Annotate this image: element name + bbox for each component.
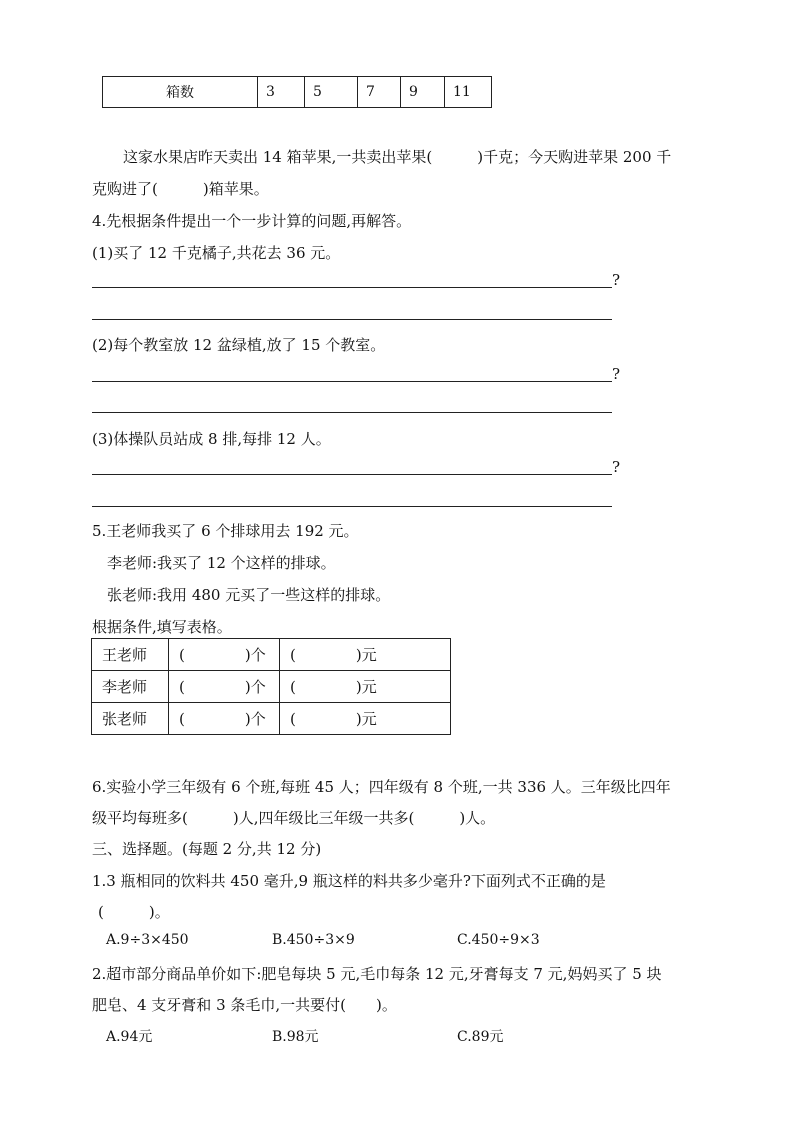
- q3-line1: 这家水果店昨天卖出 14 箱苹果,一共卖出苹果( )千克；今天购进苹果 200 千: [123, 148, 672, 166]
- q5-li-line: 李老师:我买了 12 个这样的排球。: [107, 554, 336, 572]
- section-title: 三、选择题。(每题 2 分,共 12 分): [92, 840, 322, 858]
- mc1-option-b: B.450÷3×9: [272, 932, 355, 948]
- mc2-line2: 肥皂、4 支牙膏和 3 条毛巾,一共要付( )。: [92, 996, 397, 1014]
- box-count-table: [102, 76, 492, 108]
- table-row: [103, 77, 492, 108]
- price-cell: ( )元: [280, 639, 451, 671]
- q6-line1: 6.实验小学三年级有 6 个班,每班 45 人；四年级有 8 个班,一共 336 人。三年级比四年: [92, 778, 671, 796]
- count-cell: ( )个: [169, 671, 280, 703]
- mc2-option-a: A.94元: [106, 1029, 153, 1045]
- q5-instruction: 根据条件,填写表格。: [92, 618, 232, 636]
- mc2-option-c: C.89元: [457, 1029, 504, 1045]
- price-cell: ( )元: [280, 703, 451, 735]
- answer-line: [92, 506, 612, 507]
- count-cell: ( )个: [169, 703, 280, 735]
- q4-title: 4.先根据条件提出一个一步计算的问题,再解答。: [92, 212, 412, 230]
- mc2-line1: 2.超市部分商品单价如下:肥皂每块 5 元,毛巾每条 12 元,牙膏每支 7 元,妈妈买了 5 块: [92, 965, 662, 983]
- q4-item-2: (2)每个教室放 12 盆绿植,放了 15 个教室。: [92, 336, 386, 354]
- q4-item-1: (1)买了 12 千克橘子,共花去 36 元。: [92, 244, 341, 262]
- table-cell: 7: [358, 77, 401, 108]
- table-row: [92, 639, 451, 671]
- q6-line2: 级平均每班多( )人,四年级比三年级一共多( )人。: [92, 809, 496, 827]
- teacher-name-cell: 李老师: [92, 671, 169, 703]
- table-cell: 5: [305, 77, 358, 108]
- answer-line: [92, 381, 612, 382]
- question-mark: ?: [612, 271, 621, 289]
- table-cell: 11: [445, 77, 492, 108]
- answer-line: [92, 474, 612, 475]
- table-cell: 9: [401, 77, 445, 108]
- count-cell: ( )个: [169, 639, 280, 671]
- mc1-line2: ( )。: [98, 903, 170, 921]
- teacher-name-cell: 张老师: [92, 703, 169, 735]
- mc1-line1: 1.3 瓶相同的饮料共 450 毫升,9 瓶这样的料共多少毫升?下面列式不正确的是: [92, 872, 606, 890]
- q5-zhang-line: 张老师:我用 480 元买了一些这样的排球。: [107, 586, 391, 604]
- answer-line: [92, 412, 612, 413]
- answer-line: [92, 319, 612, 320]
- price-cell: ( )元: [280, 671, 451, 703]
- table-cell: 3: [258, 77, 305, 108]
- teacher-table: [91, 638, 451, 735]
- table-header-cell: 箱数: [103, 77, 258, 108]
- q5-title: 5.王老师我买了 6 个排球用去 192 元。: [92, 522, 359, 540]
- teacher-name-cell: 王老师: [92, 639, 169, 671]
- table-row: [92, 703, 451, 735]
- mc1-option-a: A.9÷3×450: [106, 932, 189, 948]
- answer-line: [92, 287, 612, 288]
- mc2-option-b: B.98元: [272, 1029, 319, 1045]
- question-mark: ?: [612, 458, 621, 476]
- mc1-option-c: C.450÷9×3: [457, 932, 540, 948]
- q3-line2: 克购进了( )箱苹果。: [92, 180, 269, 198]
- question-mark: ?: [612, 365, 621, 383]
- q4-item-3: (3)体操队员站成 8 排,每排 12 人。: [92, 430, 331, 448]
- table-row: [92, 671, 451, 703]
